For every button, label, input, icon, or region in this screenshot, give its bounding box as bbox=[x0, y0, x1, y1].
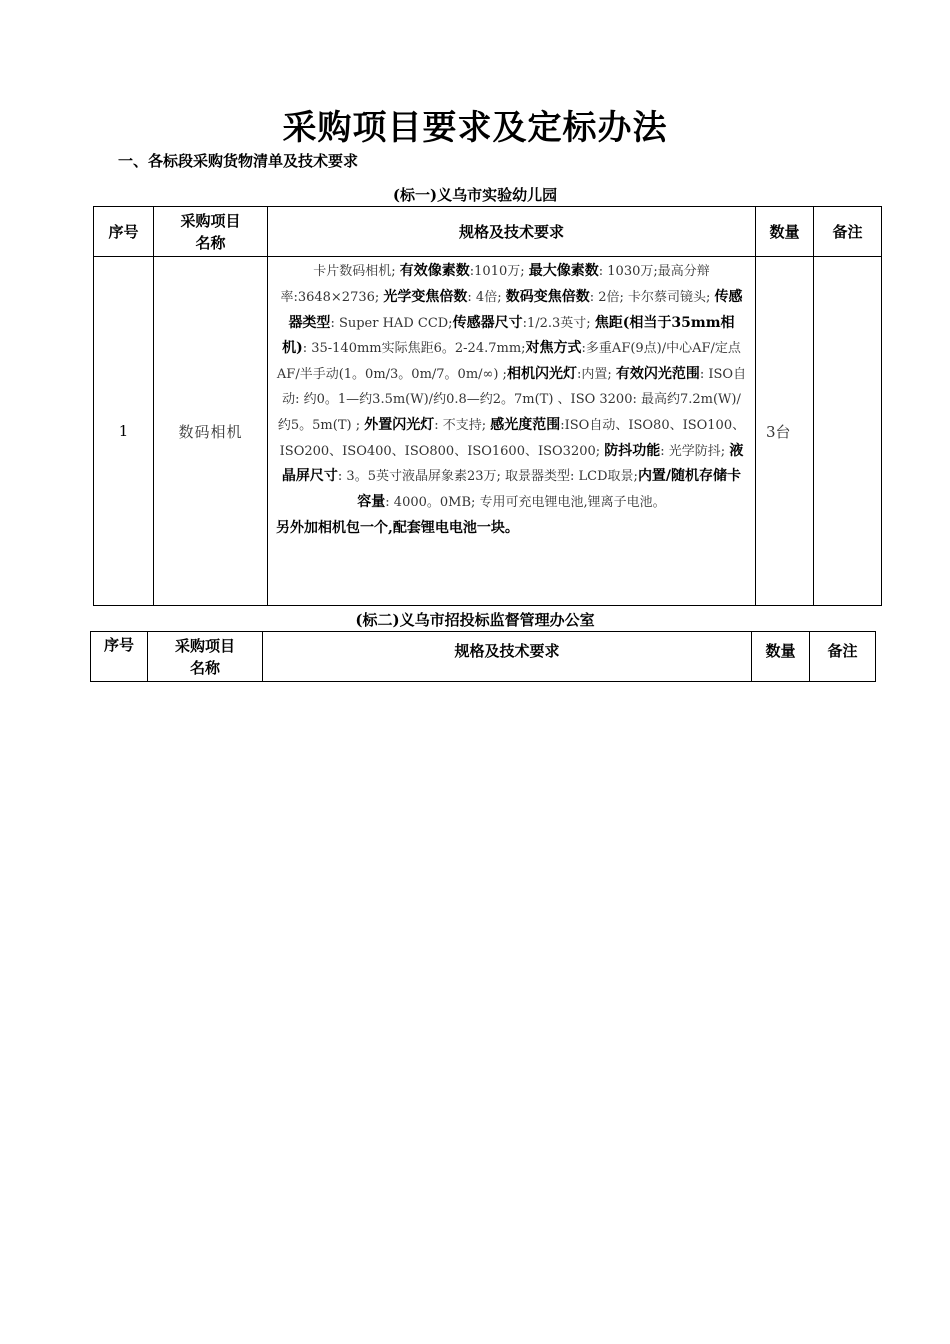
spec-key: 内置/随机存储卡容量 bbox=[357, 468, 742, 511]
spec-part: : 3。5英寸液晶屏象素23万; 取景器类型: LCD取景; bbox=[337, 469, 638, 485]
header-note: 备注 bbox=[810, 632, 876, 682]
spec-extra: 另外加相机包一个,配套锂电电池一块。 bbox=[276, 519, 519, 536]
spec-key: 相机闪光灯 bbox=[506, 366, 577, 383]
spec-key: 传感器尺寸 bbox=[452, 314, 523, 331]
section-heading: 一、各标段采购货物清单及技术要求 bbox=[118, 152, 359, 170]
spec-part: : 4000。0MB; 专用可充电锂电池,锂离子电池。 bbox=[385, 495, 666, 511]
row-qty: 3台 bbox=[756, 257, 814, 606]
header-no: 序号 bbox=[91, 632, 148, 682]
spec-part: : 2倍; 卡尔蔡司镜头; bbox=[589, 289, 711, 305]
header-name bbox=[148, 632, 263, 682]
row-spec bbox=[268, 257, 756, 606]
lot2-header-row bbox=[91, 632, 876, 682]
spec-key: 液晶屏尺寸 bbox=[281, 442, 744, 485]
spec-key: 防抖功能 bbox=[604, 442, 661, 459]
spec-part: : 4倍; bbox=[467, 289, 502, 305]
spec-part: :ISO自动、ISO80、ISO100、ISO200、ISO400、ISO800、ISO1600、ISO3200; bbox=[279, 417, 746, 459]
row-note bbox=[814, 257, 882, 606]
spec-part: 卡片数码相机; bbox=[313, 264, 396, 279]
spec-part: : 35-140mm实际焦距6。2-24.7mm; bbox=[302, 341, 526, 357]
lot1-header-row bbox=[94, 207, 882, 257]
spec-key: 对焦方式 bbox=[525, 340, 582, 357]
spec-key: 传感器类型 bbox=[288, 288, 743, 331]
lot1-table bbox=[93, 206, 882, 606]
spec-key: 有效像素数 bbox=[399, 263, 470, 279]
table-row bbox=[94, 257, 882, 606]
spec-key: 外置闪光灯 bbox=[364, 416, 435, 433]
row-no: 1 bbox=[94, 257, 154, 606]
spec-key: 数码变焦倍数 bbox=[505, 288, 590, 305]
header-name-line1: 采购项目 bbox=[180, 211, 241, 230]
header-name bbox=[154, 207, 268, 257]
spec-part: : ISO自动: 约0。1—约3.5m(W)/约0.8—约2。7m(T) 、ISO 3200: 最高约7.2m(W)/约5。5m(T) ; bbox=[277, 367, 747, 433]
spec-part: : 不支持; bbox=[434, 417, 487, 433]
header-spec: 规格及技术要求 bbox=[263, 632, 752, 682]
spec-text bbox=[268, 257, 755, 541]
spec-key: 感光度范围 bbox=[490, 416, 561, 433]
spec-part: :1/2.3英寸; bbox=[522, 315, 591, 331]
spec-part: :1010万; bbox=[469, 264, 525, 279]
spec-key: 有效闪光范围 bbox=[615, 366, 700, 383]
header-qty: 数量 bbox=[752, 632, 810, 682]
row-name: 数码相机 bbox=[154, 257, 268, 606]
header-no: 序号 bbox=[94, 207, 154, 257]
spec-key: 焦距(相当于35mm相机) bbox=[282, 314, 735, 357]
spec-part: : 1030万;最高分辩率:3648×2736; bbox=[280, 264, 710, 305]
lot1-caption: (标一)义乌市实验幼儿园 bbox=[392, 186, 558, 204]
spec-part: : 光学防抖; bbox=[660, 443, 726, 459]
header-note: 备注 bbox=[814, 207, 882, 257]
header-spec: 规格及技术要求 bbox=[268, 207, 756, 257]
spec-key: 最大像素数 bbox=[528, 263, 599, 279]
spec-part: :多重AF(9点)/中心AF/定点AF/半手动(1。0m/3。0m/7。0m/∞) ; bbox=[276, 341, 741, 383]
header-qty: 数量 bbox=[756, 207, 814, 257]
header-name-line2: 名称 bbox=[189, 658, 220, 677]
lot2-caption: (标二)义乌市招投标监督管理办公室 bbox=[355, 611, 595, 629]
page-title: 采购项目要求及定标办法 bbox=[282, 108, 668, 148]
lot2-table bbox=[90, 631, 876, 682]
header-name-line1: 采购项目 bbox=[174, 636, 235, 655]
spec-key: 光学变焦倍数 bbox=[383, 288, 468, 305]
spec-part: : Super HAD CCD; bbox=[330, 315, 453, 331]
spec-part: :内置; bbox=[576, 367, 612, 383]
header-name-line2: 名称 bbox=[195, 233, 226, 252]
